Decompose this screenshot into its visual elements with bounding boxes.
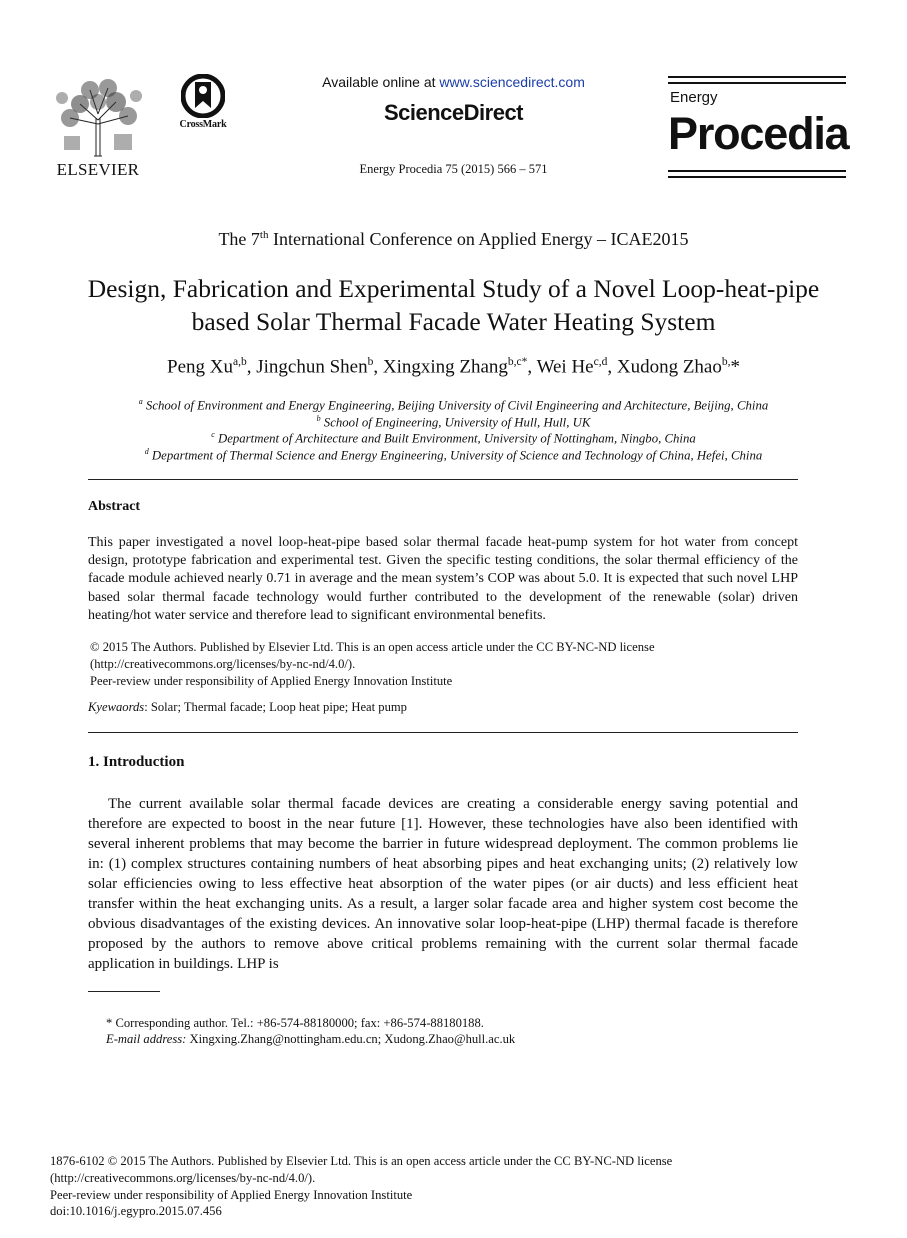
crossmark-label: CrossMark xyxy=(179,119,227,130)
affiliation-text: Department of Thermal Science and Energy Engineering, University of Science and Technology of China, Hefei, China xyxy=(148,448,763,463)
footer-license-url[interactable]: (http://creativecommons.org/licenses/by-nc-nd/4.0/). xyxy=(50,1171,316,1185)
abstract-copyright: © 2015 The Authors. Published by Elsevier Ltd. This is an open access article under the CC BY-NC-ND license xyxy=(90,640,655,654)
affiliation-mark: a xyxy=(138,397,143,406)
footer-peer-review: Peer-review under responsibility of Applied Energy Innovation Institute xyxy=(50,1188,413,1202)
affiliation-mark: b xyxy=(316,414,321,423)
author-separator: , xyxy=(373,356,383,378)
sciencedirect-wordmark: ScienceDirect xyxy=(383,100,524,125)
keywords xyxy=(88,700,407,715)
doi[interactable]: doi:10.1016/j.egypro.2015.07.456 xyxy=(50,1204,222,1218)
abstract-peer-review: Peer-review under responsibility of Applied Energy Innovation Institute xyxy=(90,674,453,688)
section-heading-introduction: 1. Introduction xyxy=(88,754,185,770)
paper-title: Design, Fabrication and Experimental Study of a Novel Loop-heat-pipe based Solar Thermal Facade Water Heating System xyxy=(87,274,820,336)
affiliation-text: School of Environment and Energy Engineering, Beijing University of Civil Engineering and Architecture, Beijing, China xyxy=(142,398,769,413)
logo-top-rule-1 xyxy=(668,76,846,78)
conference-pre: The 7 xyxy=(218,229,260,249)
abstract-heading: Abstract xyxy=(88,499,141,514)
conference-name xyxy=(0,229,907,250)
available-prefix: Available online at xyxy=(322,74,440,90)
introduction-body: The current available solar thermal facade devices are creating a considerable energy saving potential and therefore are expected to boost in the near future [1]. However, these technologies have also been identified with several inherent problems that may become the barrier in future widespread deployment. The common problems lie in: (1) complex structures containing numbers of heat absorbing pipes and heat exchanging units; (2) relatively low solar efficiencies owing to less effective heat absorption of the water pipes (or air ducts) and less efficient heat transfer within the heat exchanging units. As a result, a larger solar facade area and higher system cost become the obvious disadvantages of the existing devices. An innovative solar loop-heat-pipe (LHP) thermal facade is therefore proposed by the authors to remove above critical problems remaining with the current solar thermal facade application in buildings. LHP is xyxy=(88,796,798,972)
affiliation-text: School of Engineering, University of Hull, Hull, UK xyxy=(320,415,591,430)
logo-top-rule-2 xyxy=(668,82,846,84)
abstract-license-url[interactable]: (http://creativecommons.org/licenses/by-nc-nd/4.0/). xyxy=(90,657,356,671)
sciencedirect-link[interactable]: www.sciencedirect.com xyxy=(439,74,585,90)
author-list xyxy=(0,356,907,378)
email-label: E-mail address: xyxy=(106,1032,187,1046)
logo-bottom-rule-1 xyxy=(668,170,846,172)
footnote-rule xyxy=(88,991,160,992)
journal-reference: Energy Procedia 75 (2015) 566 – 571 xyxy=(359,162,548,176)
author-name: Peng Xu xyxy=(167,356,233,378)
abstract-body: This paper investigated a novel loop-heat-pipe based solar thermal facade heat-pump system for hot water from concept design, prototype fabrication and experimental test. Given the specific testing conditions, the solar thermal efficiency of the facade module achieved nearly 0.71 in average and the mean system’s COP was about 5.0. It is expected that such novel LHP based solar thermal facade technology would further contributed to the development of the renewable (solar) driven heating/hot water service and therefore lead to significant environmental benefits. xyxy=(88,535,798,623)
journal-logo xyxy=(668,76,849,178)
email-addresses xyxy=(106,1032,515,1047)
divider-bottom xyxy=(88,732,798,733)
affiliation-mark: c xyxy=(211,430,215,439)
affiliation-a xyxy=(0,397,907,413)
affiliation-c xyxy=(0,430,907,446)
logo-bottom-rule-2 xyxy=(668,176,846,178)
author-name: Xingxing Zhang xyxy=(382,356,508,378)
affiliation-mark: d xyxy=(144,447,149,456)
author-affiliation-mark: c,d xyxy=(593,356,608,368)
corresponding-author-note: * Corresponding author. Tel.: +86-574-88180000; fax: +86-574-88180188. xyxy=(106,1016,484,1030)
author-separator: , xyxy=(607,356,617,378)
email-text: Xingxing.Zhang@nottingham.edu.cn; Xudong.Zhao@hull.ac.uk xyxy=(186,1032,516,1046)
author-separator: , xyxy=(527,356,537,378)
journal-series: Energy xyxy=(670,89,718,106)
author-separator: , xyxy=(246,356,257,378)
footer-issn-line: 1876-6102 © 2015 The Authors. Published by Elsevier Ltd. This is an open access article under the CC BY-NC-ND license xyxy=(50,1154,673,1168)
divider-top xyxy=(88,479,798,480)
keywords-label: Kyewaords xyxy=(88,700,145,714)
author-separator: * xyxy=(730,356,740,378)
conference-sup: th xyxy=(259,229,269,241)
author-affiliation-mark: b xyxy=(367,356,374,368)
author-affiliation-mark: b, xyxy=(721,356,731,368)
conference-post: International Conference on Applied Energy – ICAE2015 xyxy=(268,229,689,249)
author-name: Jingchun Shen xyxy=(256,356,368,378)
author-affiliation-mark: b,c* xyxy=(507,356,528,368)
journal-name: Procedia xyxy=(668,108,849,159)
publisher-name: ELSEVIER xyxy=(56,160,140,179)
author-affiliation-mark: a,b xyxy=(233,356,247,368)
affiliation-b xyxy=(0,414,907,430)
keywords-text: : Solar; Thermal facade; Loop heat pipe; Heat pump xyxy=(144,700,407,714)
author-name: Xudong Zhao xyxy=(616,356,722,378)
affiliation-d xyxy=(0,447,907,463)
affiliation-text: Department of Architecture and Built Environment, University of Nottingham, Ningbo, China xyxy=(214,431,696,446)
author-name: Wei He xyxy=(536,356,594,378)
